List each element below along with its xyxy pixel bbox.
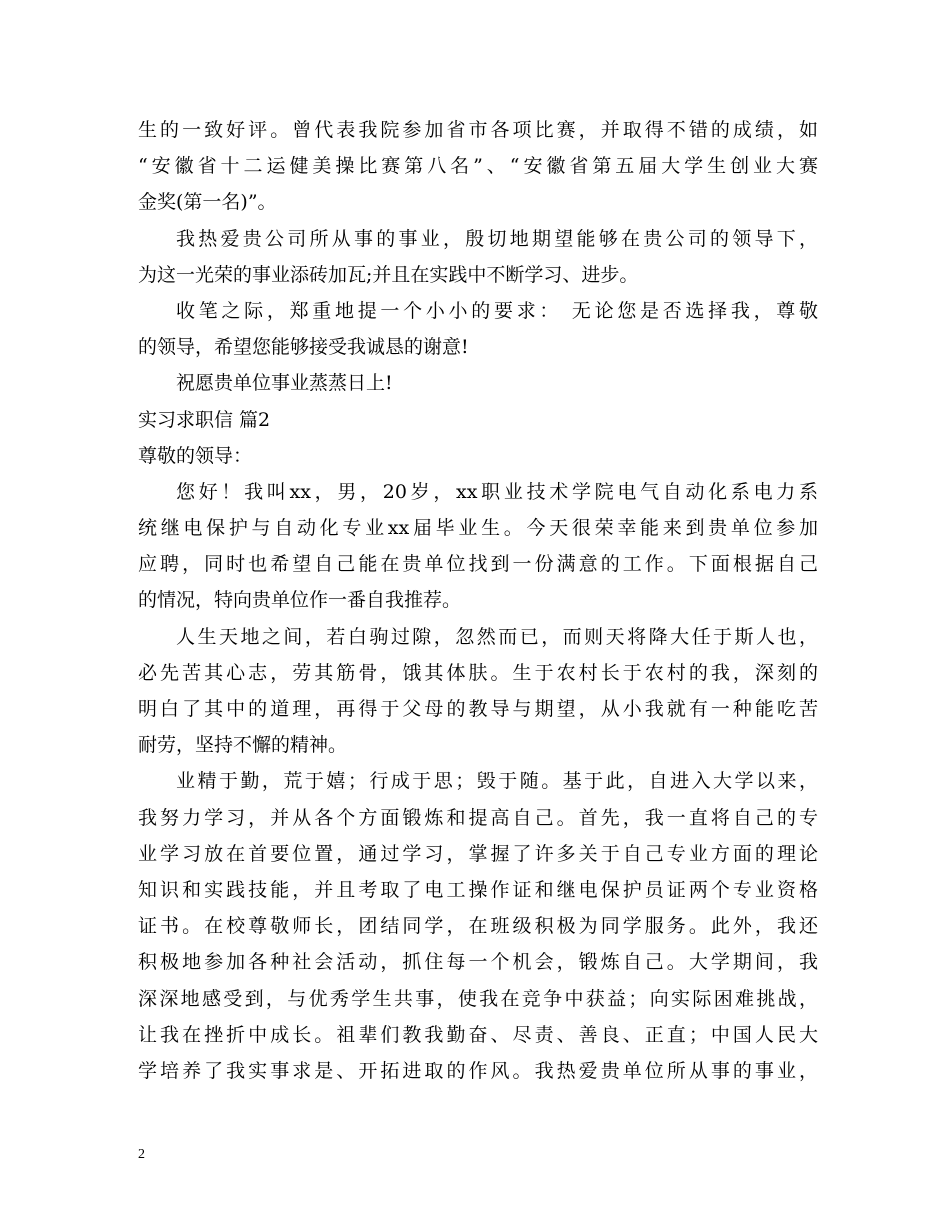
text-line: 证书。在校尊敬师长，团结同学，在班级积极为同学服务。此外，我还 [138, 915, 818, 938]
text-line: “安徽省十二运健美操比赛第八名”、“安徽省第五届大学生创业大赛 [138, 155, 818, 178]
text-line: 必先苦其心志，劳其筋骨，饿其体肤。生于农村长于农村的我，深刻的 [138, 661, 818, 684]
text-line: 应聘，同时也希望自己能在贵单位找到一份满意的工作。下面根据自己 [138, 553, 818, 576]
text-line: 人生天地之间，若白驹过隙，忽然而已，而则天将降大任于斯人也， [176, 625, 818, 648]
text-line: 业精于勤，荒于嬉；行成于思；毁于随。基于此，自进入大学以来， [176, 770, 818, 793]
page-number: 2 [138, 1147, 145, 1162]
text-line: 学培养了我实事求是、开拓进取的作风。我热爱贵单位所从事的事业， [138, 1059, 818, 1082]
text-line: 我热爱贵公司所从事的事业，殷切地期望能够在贵公司的领导下， [176, 227, 818, 250]
text-line: 的情况，特向贵单位作一番自我推荐。 [138, 589, 462, 612]
text-line: 耐劳，坚持不懈的精神。 [138, 734, 348, 757]
text-line: 的领导，希望您能够接受我诚恳的谢意! [138, 336, 469, 359]
text-line: 我努力学习，并从各个方面锻炼和提高自己。首先，我一直将自己的专 [138, 806, 818, 829]
text-line: 收笔之际，郑重地提一个小小的要求： 无论您是否选择我，尊敬 [176, 299, 818, 322]
text-line: 您好！我叫xx，男，20岁，xx职业技术学院电气自动化系电力系 [176, 480, 818, 503]
text-line: 业学习放在首要位置，通过学习，掌握了许多关于自己专业方面的理论 [138, 842, 818, 865]
text-line: 明白了其中的道理，再得于父母的教导与期望，从小我就有一种能吃苦 [138, 698, 818, 720]
text-line: 生的一致好评。曾代表我院参加省市各项比赛，并取得不错的成绩，如 [138, 119, 818, 141]
text-line: 深深地感受到，与优秀学生共事，使我在竞争中获益；向实际困难挑战， [138, 987, 818, 1010]
text-line: 积极地参加各种社会活动，抓住每一个机会，锻炼自己。大学期间，我 [138, 951, 818, 974]
document-body [138, 112, 818, 1089]
text-line: 金奖(第一名)”。 [138, 191, 277, 214]
text-line: 祝愿贵单位事业蒸蒸日上! [176, 372, 393, 395]
text-line: 让我在挫折中成长。祖辈们教我勤奋、尽责、善良、正直；中国人民大 [138, 1023, 818, 1046]
text-line: 知识和实践技能，并且考取了电工操作证和继电保护员证两个专业资格 [138, 878, 818, 901]
section-heading: 实习求职信 篇2 [138, 408, 271, 431]
salutation: 尊敬的领导： [138, 444, 253, 467]
text-line: 为这一光荣的事业添砖加瓦;并且在实践中不断学习、进步。 [138, 263, 639, 286]
text-line: 统继电保护与自动化专业xx届毕业生。今天很荣幸能来到贵单位参加 [138, 517, 818, 540]
